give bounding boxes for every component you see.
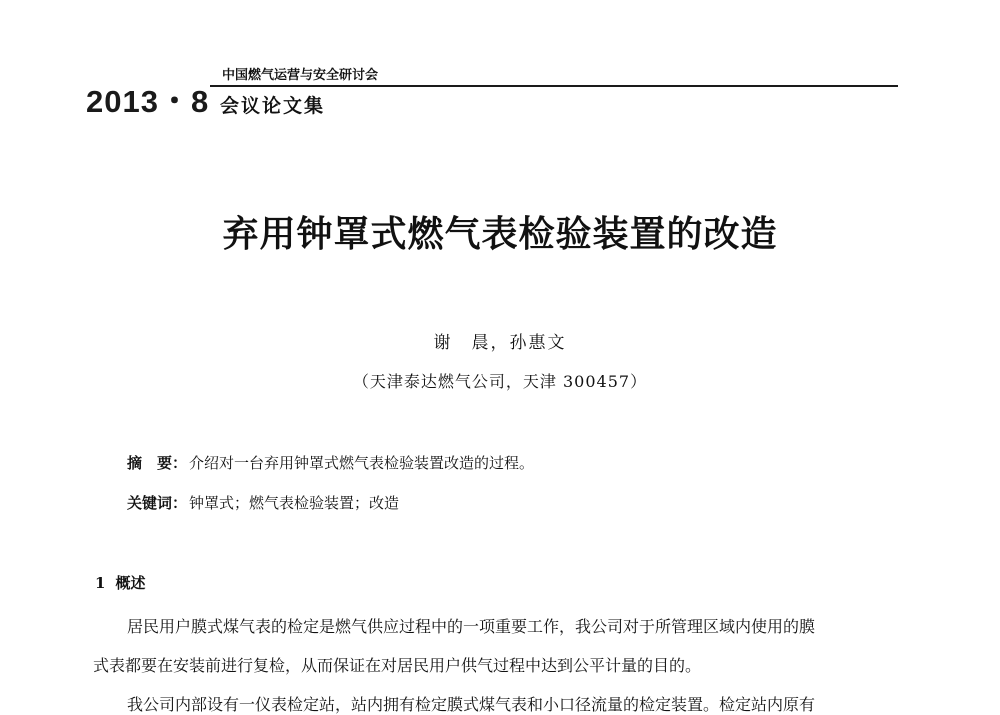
section-title: 概述 (115, 574, 146, 592)
collection-name: 会议论文集 (220, 95, 326, 117)
paper-title: 弃用钟罩式燃气表检验装置的改造 (222, 213, 778, 255)
section-number: 1 (95, 574, 106, 592)
abstract-label: 摘 要： (127, 454, 188, 472)
abstract-text: 介绍对一台弃用钟罩式燃气表检验装置改造的过程。 (189, 454, 535, 472)
section-heading (95, 572, 145, 593)
keywords (127, 492, 399, 513)
abstract (127, 452, 534, 473)
keywords-text: 钟罩式；燃气表检验装置；改造 (189, 494, 400, 512)
body-line: 我公司内部设有一仪表检定站，站内拥有检定膜式煤气表和小口径流量的检定装置。检定站内原有 (127, 695, 816, 714)
body-line: 式表都要在安装前进行复检，从而保证在对居民用户供气过程中达到公平计量的目的。 (93, 656, 702, 675)
paper-authors: 谢 晨，孙惠文 (433, 333, 567, 353)
keywords-label: 关键词： (127, 494, 188, 512)
conference-name: 中国燃气运营与安全研讨会 (222, 68, 379, 83)
issue-date: 2013・8 (86, 84, 210, 119)
body-line: 居民用户膜式煤气表的检定是燃气供应过程中的一项重要工作，我公司对于所管理区域内使用的膜 (127, 617, 816, 636)
paper-affiliation: （天津泰达燃气公司，天津 300457） (352, 372, 648, 391)
header-rule (210, 85, 898, 87)
